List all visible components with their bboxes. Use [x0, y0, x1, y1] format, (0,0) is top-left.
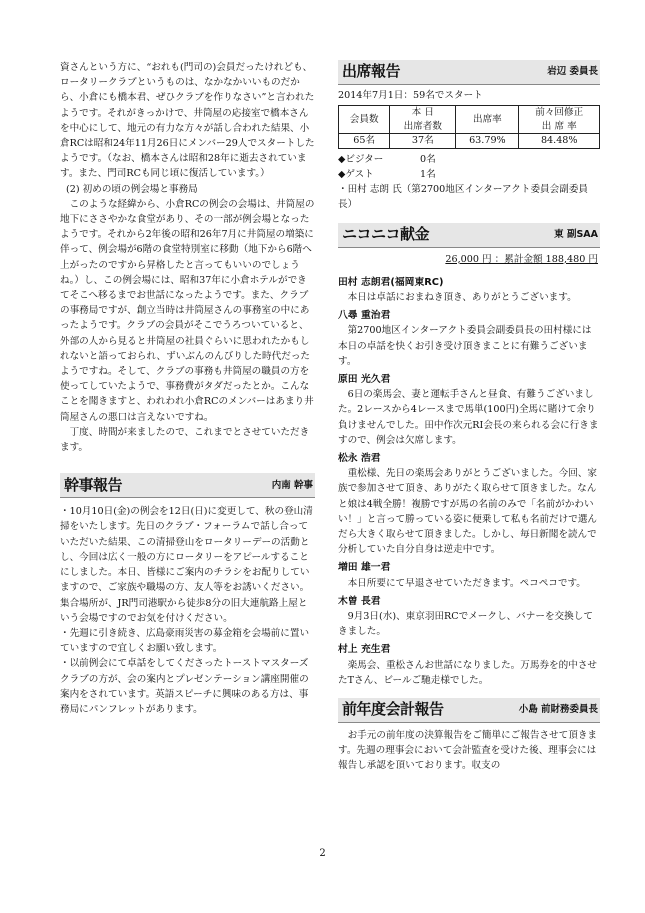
visitors-label: ◆ビジター: [338, 153, 384, 165]
visitors-row: [338, 152, 600, 167]
kanji-item-1: ・10月10日(金)の例会を12日(日)に変更して、秋の登山清掃をいたします。先日のクラブ・フォーラムで話し合っていただいた結果、この清掃登山をロータリーデーの活動とし、今回は広く一般の方にロータリーをアピールすることにしました。本日、皆様にご案内のチラシをお配りしていますので、ご家族や職場の方、友人等をお誘いください。集合場所が、JR門司港駅から徒歩8分の旧大連航路上屋という会場ですのでお気を付けください。: [60, 506, 313, 624]
header-today: 本 日 出席者数: [390, 106, 456, 134]
attendance-start-line: 2014年7月1日：59名でスタート: [338, 90, 483, 101]
left-column: [60, 60, 315, 717]
niko-entry-name: 村上 充生君: [338, 644, 391, 656]
value-members: 65名: [339, 134, 390, 149]
header-members: 会員数: [339, 106, 390, 134]
right-column: [338, 60, 600, 774]
intro-paragraph: 資さんという方に、“おれも(門司の)会員だったけれども、ロータリークラブというものは、なかなかいいものだから、小倉にも橋本君、ぜひクラブを作りなさい”と言われたようです。それがきっかけで、井筒屋の応接室で橋本さんを中心にして、地元の有力な方々が話し合われた結果、小倉RCは昭和24年11月26日にメンバー29人でスタートしたようです。（なお、橋本さんは昭和28年に逝去されています。また、門司RCも同じ頃に復活しています。）: [60, 62, 315, 180]
attendance-header-row: [339, 106, 600, 134]
kanji-report-title: 幹事報告: [64, 475, 123, 494]
niko-title: ニコニコ献金: [342, 224, 430, 243]
kanji-report-header: [60, 473, 315, 498]
header-rate: 出席率: [456, 106, 519, 134]
value-prev-rate: 84.48%: [519, 134, 600, 149]
niko-summary: 26,000 円 ：累計金額 188,480 円: [445, 253, 598, 265]
niko-author: 東 副SAA: [554, 228, 598, 240]
guests-row: [338, 167, 600, 182]
visitors-value: 0名: [420, 153, 436, 165]
niko-entry-name: 八尋 重治君: [338, 310, 391, 322]
kanji-item-2: ・先週に引き続き、広島豪雨災害の募金箱を会場前に置いていますので宜しくお願い致します。: [60, 627, 310, 655]
page-number: 2: [319, 848, 326, 859]
accounting-title: 前年度会計報告: [342, 700, 444, 719]
closing-paragraph: 丁度、時間が来ましたので、これまでとさせていただきます。: [60, 426, 310, 454]
value-today: 37名: [390, 134, 456, 149]
niko-entry-text: 重松様、先日の楽馬会ありがとうございました。今回、家族で参加させて頂き、ありがたく取らせて頂きました。なんと娘は4戦全勝！複勝ですが馬の名前のみで「名前がかわいい！」と言って勝っている姿に便乗して私も名前だけで選んだら大きく取らせて頂きました。しかし、毎日新聞を読んで分析していた自分自身は逆走中です。: [338, 468, 598, 556]
attendance-table: [338, 105, 600, 149]
attendance-value-row: [339, 134, 600, 149]
niko-entry-text: 第2700地区インターアクト委員会副委員長の田村様には本日の卓話を快くお引き受け頂きまことに有難うございます。: [338, 325, 592, 367]
niko-entry-name: 増田 雄一君: [338, 562, 391, 574]
guests-value: 1名: [420, 168, 436, 180]
subheading: (2) 初めの頃の例会場と事務局: [66, 183, 198, 195]
niko-entry-name: 田村 志朗君(福岡東RC): [338, 276, 444, 288]
value-rate: 63.79%: [456, 134, 519, 149]
niko-entry-text: 9月3日(水)、東京羽田RCでメークし、バナーを交換してきました。: [338, 610, 593, 638]
accounting-header: [338, 698, 600, 723]
niko-entry-text: 本日所要にて早退させていただきます。ペコペコです。: [347, 577, 586, 589]
guests-label: ◆ゲスト: [338, 168, 374, 180]
kanji-report-author: 内南 幹事: [271, 479, 313, 491]
niko-entry-text: 楽馬会、重松さんお世話になりました。万馬券を的中させたTさん、ビールご馳走様でした。: [338, 659, 598, 686]
attendance-author: 岩辺 委員長: [547, 66, 598, 78]
guest-detail: ・田村 志朗 氏（第2700地区インターアクト委員会副委員長）: [338, 184, 589, 211]
niko-entry-text: 本日は卓話におまねき頂き、ありがとうございます。: [347, 291, 577, 303]
attendance-title: 出席報告: [342, 62, 401, 81]
accounting-author: 小島 前財務委員長: [518, 704, 598, 716]
kanji-item-3: ・以前例会にて卓話をしてくださったトーストマスターズクラブの方が、会の案内とプレゼンテーション講座開催の案内をされています。英語スピーチに興味のある方は、事務局にパンフレットがあります。: [60, 658, 309, 715]
attendance-header: [338, 60, 600, 85]
niko-entry-name: 原田 光久君: [338, 373, 391, 385]
niko-entry-text: 6日の楽馬会、妻と運転手さんと昼食、有難うございました。2レースから4レースまで馬単(100円)全馬に賭けて余り負けませんでした。田中作次元RI会長の来られる会に行きますので、例会は欠席します。: [338, 389, 599, 446]
niko-entries: [338, 275, 600, 688]
niko-header: [338, 223, 600, 248]
body-paragraph: このような経緯から、小倉RCの例会の会場は、井筒屋の地下にささやかな食堂があり、その一部が例会場となったようです。それから2年後の昭和26年7月に井筒屋の増築に伴って、例会場が6階の食堂特別室に移動（地下から6階へ上がったのですから昇格したと言ってもいいのでしょうね。）し、この例会場には、昭和37年に小倉ホテルができてそこへ移るまでお世話になったようです。また、クラブの事務局ですが、創立当時は井筒屋さんの事務室の中にあったようです。クラブの会員がそこでうろついていると、外部の人から見ると井筒屋の社員ぐらいに思われたかもしれないと語っておられ、ずいぶんのんびりした時代だったようですね。そして、クラブの事務も井筒屋の職員の方を使ってしていたようで、事務費がタダだったとか。こんなことを聞きますと、われわれ小倉RCのメンバーはあまり井筒屋さんの悪口は言えないですね。: [60, 198, 315, 423]
accounting-text: お手元の前年度の決算報告をご簡単にご報告させて頂きます。先週の理事会において会計監査を受けた後、理事会には報告し承認を頂いております。収支の: [338, 730, 598, 772]
header-prev-rate: 前々回修正 出 席 率: [519, 106, 600, 134]
niko-entry-name: 松永 浩君: [338, 452, 381, 464]
niko-entry-name: 木曽 長君: [338, 595, 381, 607]
